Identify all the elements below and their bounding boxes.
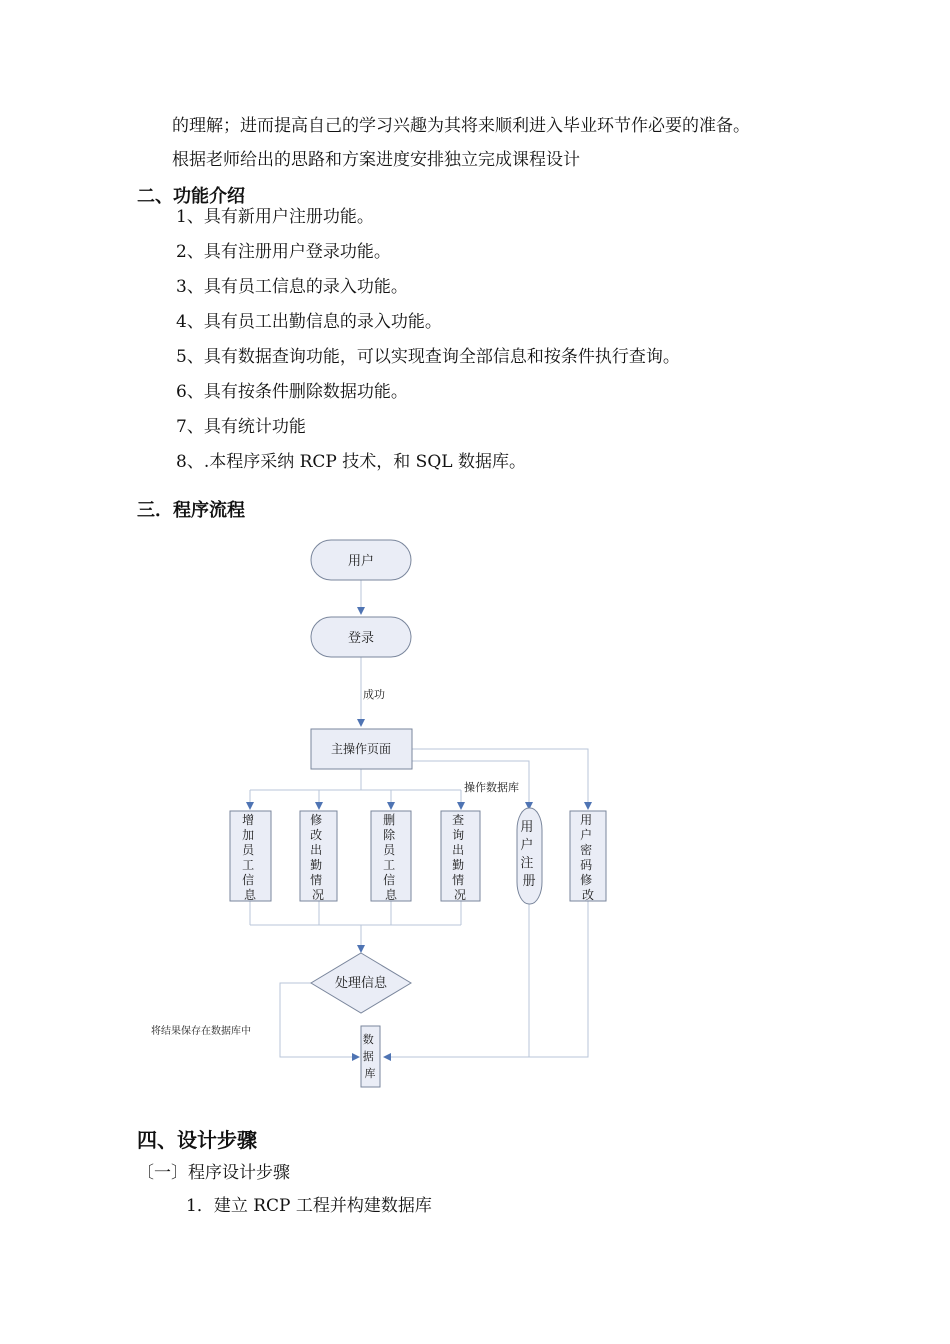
success-label: 成功 xyxy=(363,688,385,701)
register-label: 用 户 注 册 xyxy=(520,820,536,889)
section-heading-functions: 二、功能介绍 xyxy=(137,186,245,207)
query-attendance-label: 查 询 出 勤 情 况 xyxy=(452,813,467,902)
login-terminator xyxy=(311,617,411,657)
save-note-label: 将结果保存在数据库中 xyxy=(151,1026,251,1037)
query-attendance-box xyxy=(441,811,480,902)
arrow-to-password xyxy=(412,749,588,809)
arrow-register-to-db xyxy=(384,901,529,1057)
add-employee-box xyxy=(230,811,271,902)
function-item-8: 8、.本程序采纳 RCP 技术，和 SQL 数据库。 xyxy=(176,452,526,472)
function-item-5: 5、具有数据查询功能，可以实现查询全部信息和按条件执行查询。 xyxy=(176,347,680,367)
delete-employee-label: 删 除 员 工 信 息 xyxy=(383,813,398,902)
operate-db-label: 操作数据库 xyxy=(464,781,519,794)
process-decision xyxy=(311,953,411,1013)
main-page-label: 主操作页面 xyxy=(330,742,392,756)
password-change-box xyxy=(570,811,606,902)
database-label: 数 据 库 xyxy=(362,1033,376,1080)
edit-attendance-label: 修 改 出 勤 情 况 xyxy=(310,813,325,902)
function-item-1: 1、具有新用户注册功能。 xyxy=(176,207,374,227)
password-change-label: 用 户 密 码 修 改 xyxy=(580,813,595,902)
intro-line-2: 根据老师给出的思路和方案进度安排独立完成课程设计 xyxy=(172,150,580,170)
connector-password-to-db xyxy=(529,901,588,1057)
function-item-6: 6、具有按条件删除数据功能。 xyxy=(176,382,408,402)
user-label: 用户 xyxy=(347,554,375,569)
database-box xyxy=(361,1026,380,1087)
subsection-heading: 〔一〕程序设计步骤 xyxy=(137,1163,290,1183)
section-heading-design-steps: 四、设计步骤 xyxy=(137,1128,257,1152)
login-label: 登录 xyxy=(347,631,375,646)
register-box xyxy=(517,808,542,904)
intro-line-1: 的理解；进而提高自己的学习兴趣为其将来顺利进入毕业环节作必要的准备。 xyxy=(172,116,750,136)
edit-attendance-box xyxy=(300,811,337,902)
function-item-7: 7、具有统计功能 xyxy=(176,417,306,437)
program-flowchart xyxy=(130,528,630,1093)
step-1: 1．建立 RCP 工程并构建数据库 xyxy=(186,1196,432,1216)
section-heading-flow: 三．程序流程 xyxy=(137,500,245,521)
user-terminator xyxy=(311,540,411,580)
delete-employee-box xyxy=(371,811,411,902)
function-item-4: 4、具有员工出勤信息的录入功能。 xyxy=(176,312,442,332)
process-label: 处理信息 xyxy=(334,976,388,991)
main-page-box xyxy=(311,729,412,769)
function-item-3: 3、具有员工信息的录入功能。 xyxy=(176,277,408,297)
function-item-2: 2、具有注册用户登录功能。 xyxy=(176,242,391,262)
add-employee-label: 增 加 员 工 信 息 xyxy=(242,813,257,902)
